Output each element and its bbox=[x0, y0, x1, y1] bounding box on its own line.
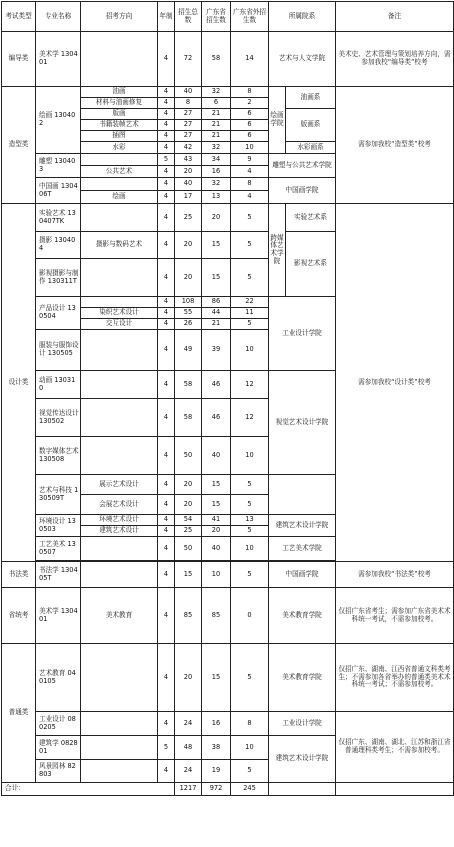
header-cell: 招生总数 bbox=[175, 2, 202, 32]
total-cell: 24 bbox=[175, 760, 202, 783]
years-cell: 4 bbox=[158, 712, 175, 736]
total-cell: 43 bbox=[175, 154, 202, 166]
years-cell: 4 bbox=[158, 437, 175, 475]
total-cell: 72 bbox=[175, 32, 202, 87]
table-row bbox=[2, 204, 454, 232]
out-cell: 10 bbox=[231, 437, 269, 475]
out-cell: 11 bbox=[231, 308, 269, 319]
years-cell: 4 bbox=[158, 297, 175, 308]
total-cell: 1217 bbox=[175, 783, 202, 796]
total-cell: 20 bbox=[175, 166, 202, 178]
out-cell: 5 bbox=[231, 562, 269, 588]
gd-cell: 38 bbox=[202, 736, 231, 760]
direction-cell: 版画 bbox=[81, 109, 158, 120]
total-cell: 27 bbox=[175, 131, 202, 142]
years-cell: 4 bbox=[158, 120, 175, 131]
header-cell: 考试类型 bbox=[2, 2, 36, 32]
total-cell: 58 bbox=[175, 371, 202, 399]
table-row bbox=[2, 87, 454, 98]
direction-cell bbox=[81, 537, 158, 561]
out-cell: 5 bbox=[231, 495, 269, 515]
total-cell: 25 bbox=[175, 526, 202, 537]
out-cell: 10 bbox=[231, 537, 269, 561]
gd-cell: 32 bbox=[202, 142, 231, 154]
gd-cell: 21 bbox=[202, 131, 231, 142]
total-cell: 42 bbox=[175, 142, 202, 154]
table-row bbox=[2, 712, 454, 736]
years-cell: 4 bbox=[158, 399, 175, 437]
dept-cell: 艺术与人文学院 bbox=[269, 32, 336, 87]
category-cell: 省统考 bbox=[2, 588, 36, 644]
total-cell: 40 bbox=[175, 178, 202, 191]
total-cell: 54 bbox=[175, 515, 202, 526]
out-cell: 12 bbox=[231, 399, 269, 437]
gd-cell: 44 bbox=[202, 308, 231, 319]
note-cell: 需参加我校“书法类”校考 bbox=[336, 562, 454, 588]
totals-label: 合计： bbox=[2, 783, 175, 796]
note-cell: 仅招广东、湖南、江西省普通文科类考生；不需参加各省举办的普通类美术术科统一考试；不需参加校考。 bbox=[336, 644, 454, 712]
major-cell: 动画 130310 bbox=[36, 371, 81, 399]
gd-cell: 20 bbox=[202, 204, 231, 232]
dept-cell bbox=[269, 475, 336, 515]
gd-cell: 16 bbox=[202, 712, 231, 736]
subdept-cell: 版画系 bbox=[286, 109, 336, 142]
gd-cell: 41 bbox=[202, 515, 231, 526]
category-cell: 造型类 bbox=[2, 87, 36, 204]
major-cell: 风景园林 82803 bbox=[36, 760, 81, 783]
header-cell: 年制 bbox=[158, 2, 175, 32]
major-cell: 数字媒体艺术 130508 bbox=[36, 437, 81, 475]
major-cell: 美术学 130401 bbox=[36, 588, 81, 644]
direction-cell: 会展艺术设计 bbox=[81, 495, 158, 515]
total-cell: 48 bbox=[175, 736, 202, 760]
total-cell: 20 bbox=[175, 232, 202, 259]
total-cell: 50 bbox=[175, 537, 202, 561]
gd-cell: 15 bbox=[202, 475, 231, 495]
subdept-cell: 实验艺术系 bbox=[286, 204, 336, 232]
total-cell: 20 bbox=[175, 259, 202, 297]
note-cell bbox=[336, 783, 454, 796]
table-row bbox=[2, 588, 454, 644]
direction-cell bbox=[81, 437, 158, 475]
years-cell: 4 bbox=[158, 32, 175, 87]
years-cell: 4 bbox=[158, 760, 175, 783]
header-cell: 招考方向 bbox=[81, 2, 158, 32]
direction-cell bbox=[81, 371, 158, 399]
major-cell: 环境设计 130503 bbox=[36, 515, 81, 537]
direction-cell bbox=[81, 178, 158, 191]
gd-cell: 40 bbox=[202, 437, 231, 475]
direction-cell: 书籍装帧艺术 bbox=[81, 120, 158, 131]
years-cell: 4 bbox=[158, 537, 175, 561]
years-cell: 4 bbox=[158, 495, 175, 515]
years-cell: 4 bbox=[158, 475, 175, 495]
dept-cell: 建筑艺术设计学院 bbox=[269, 736, 336, 783]
direction-cell: 美术教育 bbox=[81, 588, 158, 644]
years-cell: 5 bbox=[158, 736, 175, 760]
header-row bbox=[2, 2, 454, 32]
header-cell: 备注 bbox=[336, 2, 454, 32]
total-cell: 15 bbox=[175, 562, 202, 588]
gd-cell: 46 bbox=[202, 399, 231, 437]
direction-cell: 材料与油画修复 bbox=[81, 98, 158, 109]
years-cell: 4 bbox=[158, 98, 175, 109]
header-cell: 专业名称 bbox=[36, 2, 81, 32]
total-cell: 40 bbox=[175, 87, 202, 98]
years-cell: 4 bbox=[158, 259, 175, 297]
total-cell: 20 bbox=[175, 644, 202, 712]
major-cell: 绘画 130402 bbox=[36, 87, 81, 154]
total-cell: 58 bbox=[175, 399, 202, 437]
category-cell: 编导类 bbox=[2, 32, 36, 87]
total-cell: 8 bbox=[175, 98, 202, 109]
gd-cell: 10 bbox=[202, 562, 231, 588]
direction-cell bbox=[81, 259, 158, 297]
total-cell: 17 bbox=[175, 191, 202, 204]
gd-cell: 19 bbox=[202, 760, 231, 783]
out-cell: 5 bbox=[231, 232, 269, 259]
years-cell: 4 bbox=[158, 308, 175, 319]
out-cell: 5 bbox=[231, 526, 269, 537]
direction-cell bbox=[81, 32, 158, 87]
direction-cell bbox=[81, 562, 158, 588]
gd-cell: 20 bbox=[202, 526, 231, 537]
dept-cell: 建筑艺术设计学院 bbox=[269, 515, 336, 537]
years-cell: 4 bbox=[158, 588, 175, 644]
direction-cell: 公共艺术 bbox=[81, 166, 158, 178]
out-cell: 8 bbox=[231, 712, 269, 736]
out-cell: 5 bbox=[231, 319, 269, 330]
out-cell: 10 bbox=[231, 330, 269, 371]
out-cell: 10 bbox=[231, 142, 269, 154]
table-row bbox=[2, 562, 454, 588]
dept-cell: 工业设计学院 bbox=[269, 297, 336, 371]
out-cell: 22 bbox=[231, 297, 269, 308]
subdept-cell: 水彩画系 bbox=[286, 142, 336, 154]
direction-cell: 环境艺术设计 bbox=[81, 515, 158, 526]
direction-cell bbox=[81, 736, 158, 760]
dept-cell: 美术教育学院 bbox=[269, 644, 336, 712]
years-cell: 4 bbox=[158, 371, 175, 399]
out-cell: 5 bbox=[231, 204, 269, 232]
dept-cell: 视觉艺术设计学院 bbox=[269, 371, 336, 475]
direction-cell bbox=[81, 330, 158, 371]
gd-cell: 15 bbox=[202, 644, 231, 712]
note-cell: 美术史、艺术管理与策划培养方向，需参加我校“编导类”校考 bbox=[336, 32, 454, 87]
out-cell: 10 bbox=[231, 736, 269, 760]
total-cell: 26 bbox=[175, 319, 202, 330]
direction-cell bbox=[81, 399, 158, 437]
direction-cell: 插图 bbox=[81, 131, 158, 142]
dept-cell: 工业设计学院 bbox=[269, 712, 336, 736]
gd-cell: 46 bbox=[202, 371, 231, 399]
note-cell: 需参加我校“设计类”校考 bbox=[336, 204, 454, 562]
years-cell: 4 bbox=[158, 644, 175, 712]
subdept-cell: 油画系 bbox=[286, 87, 336, 109]
enrollment-table bbox=[1, 1, 454, 796]
gd-cell: 15 bbox=[202, 232, 231, 259]
major-cell: 视觉传达设计 130502 bbox=[36, 399, 81, 437]
major-cell: 影视摄影与制作 130311T bbox=[36, 259, 81, 297]
dept-cell: 中国画学院 bbox=[269, 562, 336, 588]
major-cell: 服装与服饰设计 130505 bbox=[36, 330, 81, 371]
gd-cell: 34 bbox=[202, 154, 231, 166]
gd-cell: 32 bbox=[202, 87, 231, 98]
direction-cell: 水彩 bbox=[81, 142, 158, 154]
gd-cell: 15 bbox=[202, 259, 231, 297]
gd-cell: 21 bbox=[202, 120, 231, 131]
major-cell: 书法学 130405T bbox=[36, 562, 81, 588]
note-cell: 需参加我校“造型类”校考 bbox=[336, 87, 454, 204]
major-cell: 艺术与科技 130509T bbox=[36, 475, 81, 515]
category-cell: 书法类 bbox=[2, 562, 36, 588]
years-cell: 4 bbox=[158, 131, 175, 142]
out-cell: 8 bbox=[231, 87, 269, 98]
years-cell: 4 bbox=[158, 330, 175, 371]
gd-cell: 21 bbox=[202, 109, 231, 120]
total-cell: 50 bbox=[175, 437, 202, 475]
major-cell: 摄影 130404 bbox=[36, 232, 81, 259]
years-cell: 4 bbox=[158, 166, 175, 178]
direction-cell: 展示艺术设计 bbox=[81, 475, 158, 495]
category-cell: 设计类 bbox=[2, 204, 36, 562]
direction-cell: 建筑艺术设计 bbox=[81, 526, 158, 537]
major-cell: 艺术教育 040105 bbox=[36, 644, 81, 712]
gd-cell: 58 bbox=[202, 32, 231, 87]
total-cell: 85 bbox=[175, 588, 202, 644]
direction-cell: 摄影与数码艺术 bbox=[81, 232, 158, 259]
dept-cell: 工艺美术学院 bbox=[269, 537, 336, 561]
gd-cell: 21 bbox=[202, 319, 231, 330]
direction-cell bbox=[81, 644, 158, 712]
years-cell: 4 bbox=[158, 232, 175, 259]
dept-cell: 美术教育学院 bbox=[269, 588, 336, 644]
out-cell: 0 bbox=[231, 588, 269, 644]
major-cell: 工艺美术 130507 bbox=[36, 537, 81, 561]
major-cell: 雕塑 130403 bbox=[36, 154, 81, 178]
gd-cell: 6 bbox=[202, 98, 231, 109]
total-cell: 27 bbox=[175, 109, 202, 120]
gd-cell: 39 bbox=[202, 330, 231, 371]
direction-cell: 油画 bbox=[81, 87, 158, 98]
note-cell: 仅招广东省考生；需参加广东省美术术科统一考试，不需参加校考。 bbox=[336, 588, 454, 644]
dept-cell bbox=[269, 783, 336, 796]
direction-cell bbox=[81, 204, 158, 232]
direction-cell bbox=[81, 712, 158, 736]
major-cell: 工业设计 080205 bbox=[36, 712, 81, 736]
gd-cell: 972 bbox=[202, 783, 231, 796]
years-cell: 4 bbox=[158, 562, 175, 588]
table-row bbox=[2, 32, 454, 87]
direction-cell: 绘画 bbox=[81, 191, 158, 204]
total-cell: 108 bbox=[175, 297, 202, 308]
gd-cell: 85 bbox=[202, 588, 231, 644]
dept-cell: 绘画学院 bbox=[269, 87, 286, 154]
gd-cell: 13 bbox=[202, 191, 231, 204]
note-cell: 仅招广东、湖南、湖北、江苏和浙江省普通理科类考生；不需参加校考。 bbox=[336, 712, 454, 783]
direction-cell bbox=[81, 297, 158, 308]
header-cell: 广东省外招生数 bbox=[231, 2, 269, 32]
years-cell: 4 bbox=[158, 319, 175, 330]
total-cell: 49 bbox=[175, 330, 202, 371]
out-cell: 8 bbox=[231, 178, 269, 191]
out-cell: 5 bbox=[231, 475, 269, 495]
dept-cell: 雕塑与公共艺术学院 bbox=[269, 154, 336, 178]
out-cell: 245 bbox=[231, 783, 269, 796]
direction-cell: 染织艺术设计 bbox=[81, 308, 158, 319]
total-cell: 27 bbox=[175, 120, 202, 131]
gd-cell: 15 bbox=[202, 495, 231, 515]
out-cell: 6 bbox=[231, 109, 269, 120]
gd-cell: 40 bbox=[202, 537, 231, 561]
gd-cell: 86 bbox=[202, 297, 231, 308]
total-cell: 24 bbox=[175, 712, 202, 736]
gd-cell: 16 bbox=[202, 166, 231, 178]
out-cell: 9 bbox=[231, 154, 269, 166]
major-cell: 建筑学 082801 bbox=[36, 736, 81, 760]
direction-cell: 交互设计 bbox=[81, 319, 158, 330]
out-cell: 13 bbox=[231, 515, 269, 526]
major-cell: 中国画 130406T bbox=[36, 178, 81, 204]
out-cell: 4 bbox=[231, 166, 269, 178]
out-cell: 14 bbox=[231, 32, 269, 87]
total-cell: 25 bbox=[175, 204, 202, 232]
out-cell: 4 bbox=[231, 191, 269, 204]
dept-cell: 跨媒体艺术学院 bbox=[269, 204, 286, 297]
out-cell: 5 bbox=[231, 760, 269, 783]
years-cell: 4 bbox=[158, 526, 175, 537]
out-cell: 6 bbox=[231, 120, 269, 131]
subdept-cell: 影视艺术系 bbox=[286, 232, 336, 297]
years-cell: 4 bbox=[158, 515, 175, 526]
years-cell: 4 bbox=[158, 87, 175, 98]
out-cell: 2 bbox=[231, 98, 269, 109]
out-cell: 5 bbox=[231, 259, 269, 297]
dept-cell: 中国画学院 bbox=[269, 178, 336, 204]
totals-row bbox=[2, 783, 454, 796]
total-cell: 20 bbox=[175, 495, 202, 515]
direction-cell bbox=[81, 154, 158, 166]
table-row bbox=[2, 644, 454, 712]
major-cell: 美术学 130401 bbox=[36, 32, 81, 87]
total-cell: 20 bbox=[175, 475, 202, 495]
header-cell: 所属院系 bbox=[269, 2, 336, 32]
direction-cell bbox=[81, 760, 158, 783]
out-cell: 5 bbox=[231, 644, 269, 712]
total-cell: 55 bbox=[175, 308, 202, 319]
major-cell: 实验艺术 130407TK bbox=[36, 204, 81, 232]
years-cell: 5 bbox=[158, 154, 175, 166]
years-cell: 4 bbox=[158, 191, 175, 204]
years-cell: 4 bbox=[158, 204, 175, 232]
years-cell: 4 bbox=[158, 142, 175, 154]
category-cell: 普通类 bbox=[2, 644, 36, 783]
years-cell: 4 bbox=[158, 109, 175, 120]
years-cell: 4 bbox=[158, 178, 175, 191]
header-cell: 广东省招生数 bbox=[202, 2, 231, 32]
major-cell: 产品设计 130504 bbox=[36, 297, 81, 330]
gd-cell: 32 bbox=[202, 178, 231, 191]
out-cell: 12 bbox=[231, 371, 269, 399]
out-cell: 6 bbox=[231, 131, 269, 142]
